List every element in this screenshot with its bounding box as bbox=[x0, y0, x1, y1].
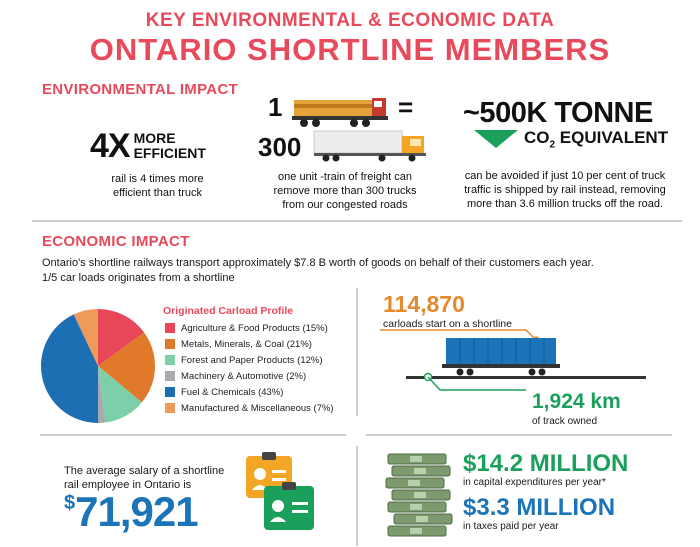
efficiency-stat bbox=[90, 126, 206, 166]
track-caption: of track owned bbox=[532, 416, 598, 427]
co2-sub-subscript: 2 bbox=[549, 139, 556, 151]
salary-amount bbox=[64, 488, 198, 536]
co2-big: ~500K TONNE bbox=[463, 97, 653, 129]
salary-caption-line-2: rail employee in Ontario is bbox=[64, 479, 192, 491]
trains-equals: = bbox=[398, 92, 414, 122]
legend-swatch bbox=[165, 403, 175, 413]
legend-label: Agriculture & Food Products (15%) bbox=[181, 322, 328, 334]
railcar-illustration bbox=[376, 316, 676, 416]
taxes-big: $3.3 MILLION bbox=[463, 494, 616, 521]
economic-heading: ECONOMIC IMPACT bbox=[42, 233, 190, 250]
legend-label: Forest and Paper Products (12%) bbox=[181, 354, 323, 366]
trains-caption-line-2: remove more than 300 trucks bbox=[273, 185, 417, 197]
legend-swatch bbox=[165, 387, 175, 397]
divider-lower-left bbox=[40, 434, 346, 436]
legend-label: Machinery & Automotive (2%) bbox=[181, 370, 307, 382]
legend-swatch bbox=[165, 371, 175, 381]
taxes-caption: in taxes paid per year bbox=[463, 521, 559, 532]
co2-sub-prefix: CO bbox=[524, 128, 550, 147]
economic-intro-line-1: Ontario's shortline railways transport approximately $7.8 B worth of goods on behalf of their customers each year. bbox=[42, 257, 594, 269]
efficiency-word-1: MORE bbox=[133, 130, 176, 146]
carloads-big: 114,870 bbox=[383, 291, 465, 317]
legend-swatch bbox=[165, 339, 175, 349]
section-divider bbox=[32, 220, 682, 222]
legend-label: Manufactured & Miscellaneous (7%) bbox=[181, 402, 334, 414]
efficiency-caption-line-2: efficient than truck bbox=[112, 187, 203, 199]
efficiency-caption-line-1: rail is 4 times more bbox=[111, 173, 204, 185]
legend-item bbox=[165, 384, 334, 400]
vertical-divider-top bbox=[356, 288, 358, 416]
legend-label: Metals, Minerals, & Coal (21%) bbox=[181, 338, 312, 350]
down-arrow-icon bbox=[474, 128, 518, 155]
co2-caption bbox=[445, 169, 685, 211]
salary-caption-line-1: The average salary of a shortline bbox=[64, 465, 225, 477]
legend-item bbox=[165, 352, 334, 368]
co2-caption-line-3: more than 3.6 million trucks off the road. bbox=[466, 198, 664, 210]
legend-item bbox=[165, 320, 334, 336]
legend-label: Fuel & Chemicals (43%) bbox=[181, 386, 284, 398]
header-line-1: KEY ENVIRONMENTAL & ECONOMIC DATA bbox=[145, 10, 555, 31]
trains-three-hundred: 300 bbox=[258, 132, 302, 162]
economic-intro bbox=[42, 256, 682, 286]
efficiency-word-2: EFFICIENT bbox=[133, 145, 206, 161]
vertical-divider-bottom bbox=[356, 446, 358, 546]
id-badge-icon bbox=[244, 452, 318, 534]
legend-swatch bbox=[165, 355, 175, 365]
economic-intro-line-2: 1/5 car loads originates from a shortline bbox=[42, 272, 235, 284]
pie-legend bbox=[165, 320, 334, 416]
co2-sub bbox=[524, 128, 668, 150]
carloads-caption: carloads start on a shortline bbox=[383, 318, 512, 330]
header-line-2: ONTARIO SHORTLINE MEMBERS bbox=[89, 32, 611, 67]
divider-lower-right bbox=[366, 434, 672, 436]
trains-caption bbox=[255, 170, 435, 212]
track-big: 1,924 km bbox=[532, 390, 621, 413]
salary-currency: $ bbox=[64, 492, 76, 514]
legend-item bbox=[165, 336, 334, 352]
cash-stack-icon bbox=[384, 446, 456, 544]
salary-value: 71,921 bbox=[75, 488, 198, 535]
legend-item bbox=[165, 368, 334, 384]
pie-chart-title: Originated Carload Profile bbox=[163, 305, 294, 317]
efficiency-big: 4X bbox=[90, 126, 130, 165]
carload-pie-chart bbox=[38, 306, 158, 426]
capex-big: $14.2 MILLION bbox=[463, 450, 629, 477]
trains-caption-line-3: from our congested roads bbox=[282, 199, 408, 211]
trains-one: 1 bbox=[268, 92, 283, 122]
efficiency-caption bbox=[70, 172, 245, 200]
truck-icon bbox=[312, 128, 432, 167]
co2-caption-line-2: traffic is shipped by rail instead, removing bbox=[464, 184, 666, 196]
capex-caption: in capital expenditures per year* bbox=[463, 477, 606, 488]
legend-item bbox=[165, 400, 334, 416]
environmental-heading: ENVIRONMENTAL IMPACT bbox=[42, 81, 238, 98]
co2-sub-suffix: EQUIVALENT bbox=[555, 128, 669, 147]
trains-caption-line-1: one unit -train of freight can bbox=[278, 171, 412, 183]
legend-swatch bbox=[165, 323, 175, 333]
co2-caption-line-1: can be avoided if just 10 per cent of truck bbox=[464, 170, 666, 182]
